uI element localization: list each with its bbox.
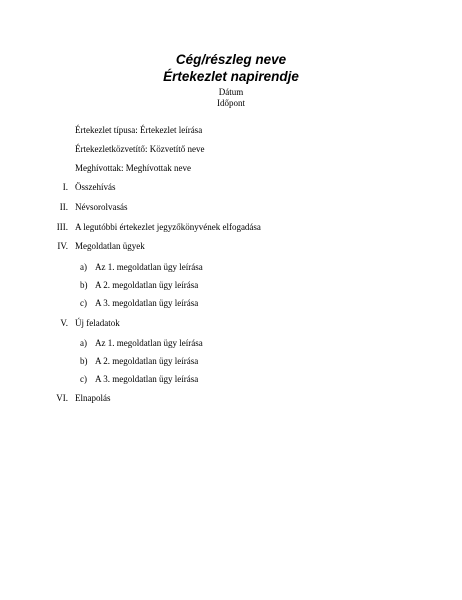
agenda-item-new-tasks: Új feladatok	[75, 318, 120, 328]
subitem-text: A 2. megoldatlan ügy leírása	[95, 356, 199, 366]
meeting-time: Időpont	[217, 98, 245, 108]
subitem-letter: c)	[80, 374, 87, 384]
agenda-numeral: II.	[59, 202, 68, 212]
meeting-date: Dátum	[218, 87, 244, 97]
meeting-invitees: Meghívottak: Meghívottak neve	[75, 163, 191, 173]
agenda-numeral: I.	[62, 182, 68, 192]
agenda-numeral: V.	[60, 318, 68, 328]
subitem-letter: b)	[80, 280, 88, 290]
subitem-text: A 3. megoldatlan ügy leírása	[95, 298, 199, 308]
agenda-item-roll-call: Névsorolvasás	[75, 202, 128, 212]
subitem-text: Az 1. megoldatlan ügy leírása	[95, 262, 203, 272]
subitem-text: Az 1. megoldatlan ügy leírása	[95, 338, 203, 348]
meeting-type: Értekezlet típusa: Értekezlet leírása	[75, 125, 203, 135]
subitem-letter: a)	[80, 338, 87, 348]
company-name: Cég/részleg neve	[175, 52, 287, 67]
subitem-letter: b)	[80, 356, 88, 366]
agenda-numeral: IV.	[57, 241, 68, 251]
subitem-text: A 3. megoldatlan ügy leírása	[95, 374, 199, 384]
subitem-letter: a)	[80, 262, 87, 272]
agenda-numeral: III.	[56, 222, 68, 232]
agenda-numeral: VI.	[56, 393, 68, 403]
agenda-item-minutes-approval: A legutóbbi értekezlet jegyzőkönyvének elfogadása	[75, 222, 261, 232]
subitem-letter: c)	[80, 298, 87, 308]
meeting-facilitator: Értekezletközvetítő: Közvetítő neve	[75, 144, 205, 154]
agenda-item-adjournment: Elnapolás	[75, 393, 111, 403]
agenda-item-convene: Összehívás	[75, 182, 116, 192]
agenda-item-unresolved-issues: Megoldatlan ügyek	[75, 241, 145, 251]
subitem-text: A 2. megoldatlan ügy leírása	[95, 280, 199, 290]
document-title: Értekezlet napirendje	[163, 69, 299, 84]
